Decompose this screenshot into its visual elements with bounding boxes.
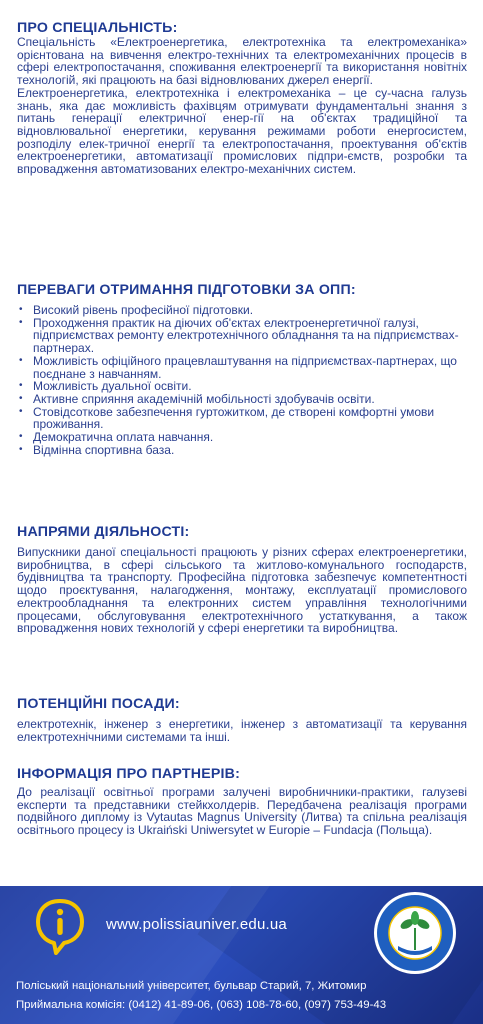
admission-phones: Приймальна комісія: (0412) 41-89-06, (063) 108-78-60, (097) 753-49-43 [16, 999, 387, 1011]
section-title: ІНФОРМАЦІЯ ПРО ПАРТНЕРІВ: [17, 766, 241, 782]
list-item: • Високий рівень професійної підготовки. [17, 304, 467, 317]
list-item: • Стовідсоткове забезпечення гуртожитком, де створені комфортні умови проживання. [17, 406, 467, 431]
list-item: • Можливість офіційного працевлаштування на підприємствах-партнерах, що поєднане з навчанням. [17, 355, 467, 380]
advantages-list [17, 304, 467, 456]
section-title: ПОТЕНЦІЙНІ ПОСАДИ: [17, 696, 180, 712]
paragraph: Спеціальність «Електроенергетика, електротехніка та електромеханіка» орієнтована на вивчення електро-технічних та електромеханічних процесів в сфері електропостачання, споживання електроенергії та використання новітніх технологій, які працюють на базі відновлюваних джерел енергії. [17, 35, 467, 88]
footer-banner [0, 886, 483, 1024]
section-title: НАПРЯМИ ДІЯЛЬНОСТІ: [17, 524, 190, 540]
paragraph: Випускники даної спеціальності працюють у різних сферах електроенергетики, виробництва, в сфері сільського та житлово-комунального господарств, будівництва та транспорту. Професійна підготовка забезпечує компетентності щодо проєктування, налагодження, монтажу, експлуатації промислового електрообладнання та електронних систем управління технологічними процесами, обслуговування електротехнічного устаткування, а також впровадження нових технологій у сфері енергетики та виробництва. [17, 545, 467, 636]
website-link[interactable]: www.polissiauniver.edu.ua [106, 916, 287, 933]
section-potential-positions [17, 696, 467, 743]
university-logo [372, 890, 458, 976]
paragraph: електротехнік, інженер з енергетики, інженер з автоматизації та керування електротехнічними системами та інші. [17, 717, 467, 744]
address-text: Поліський національний університет, бульвар Старий, 7, Житомир [16, 980, 367, 992]
list-item: • Проходження практик на діючих об'єктах електроенергетичної галузі, підприємствах ремонту електротехнічного обладнання та на підприємствах-партнерах. [17, 317, 467, 355]
paragraph: До реалізації освітньої програми залучені виробничники-практики, галузеві експерти та представники стейкхолдерів. Передбачена реалізація програми подвійного диплому із Vytautas Magnus University (Литва) та спільна реалізація освітнього процесу із Ukraiński Uniwersytet w Europie – Fundacja (Польща). [17, 785, 467, 838]
section-title: ПРО СПЕЦІАЛЬНІСТЬ: [17, 20, 178, 36]
paragraph: Електроенергетика, електротехніка і електромеханіка – це су-часна галузь знань, яка дає можливість фахівцям отримувати фундаментальні знання з питань генерації електричної енер-гії на об'єктах традиційної та відновлювальної енергетики, керування режимами роботи енергосистем, розподілу елек-тричної енергії та електропостачання, проектування об'єктів електроенергетики, автоматизації промислових підпри-ємств, розробки та впровадження автоматизованих електро-механічних систем. [17, 85, 467, 177]
info-icon [34, 897, 86, 957]
list-item: • Можливість дуальної освіти. [17, 380, 467, 393]
section-partners [17, 766, 467, 837]
section-activity-areas [17, 524, 467, 635]
list-item: • Відмінна спортивна база. [17, 444, 467, 457]
section-title: ПЕРЕВАГИ ОТРИМАННЯ ПІДГОТОВКИ ЗА ОПП: [17, 282, 356, 298]
section-about-specialty [17, 20, 467, 176]
section-advantages [17, 282, 467, 456]
list-item: • Демократична оплата навчання. [17, 431, 467, 444]
list-item: • Активне сприяння академічній мобільності здобувачів освіти. [17, 393, 467, 406]
